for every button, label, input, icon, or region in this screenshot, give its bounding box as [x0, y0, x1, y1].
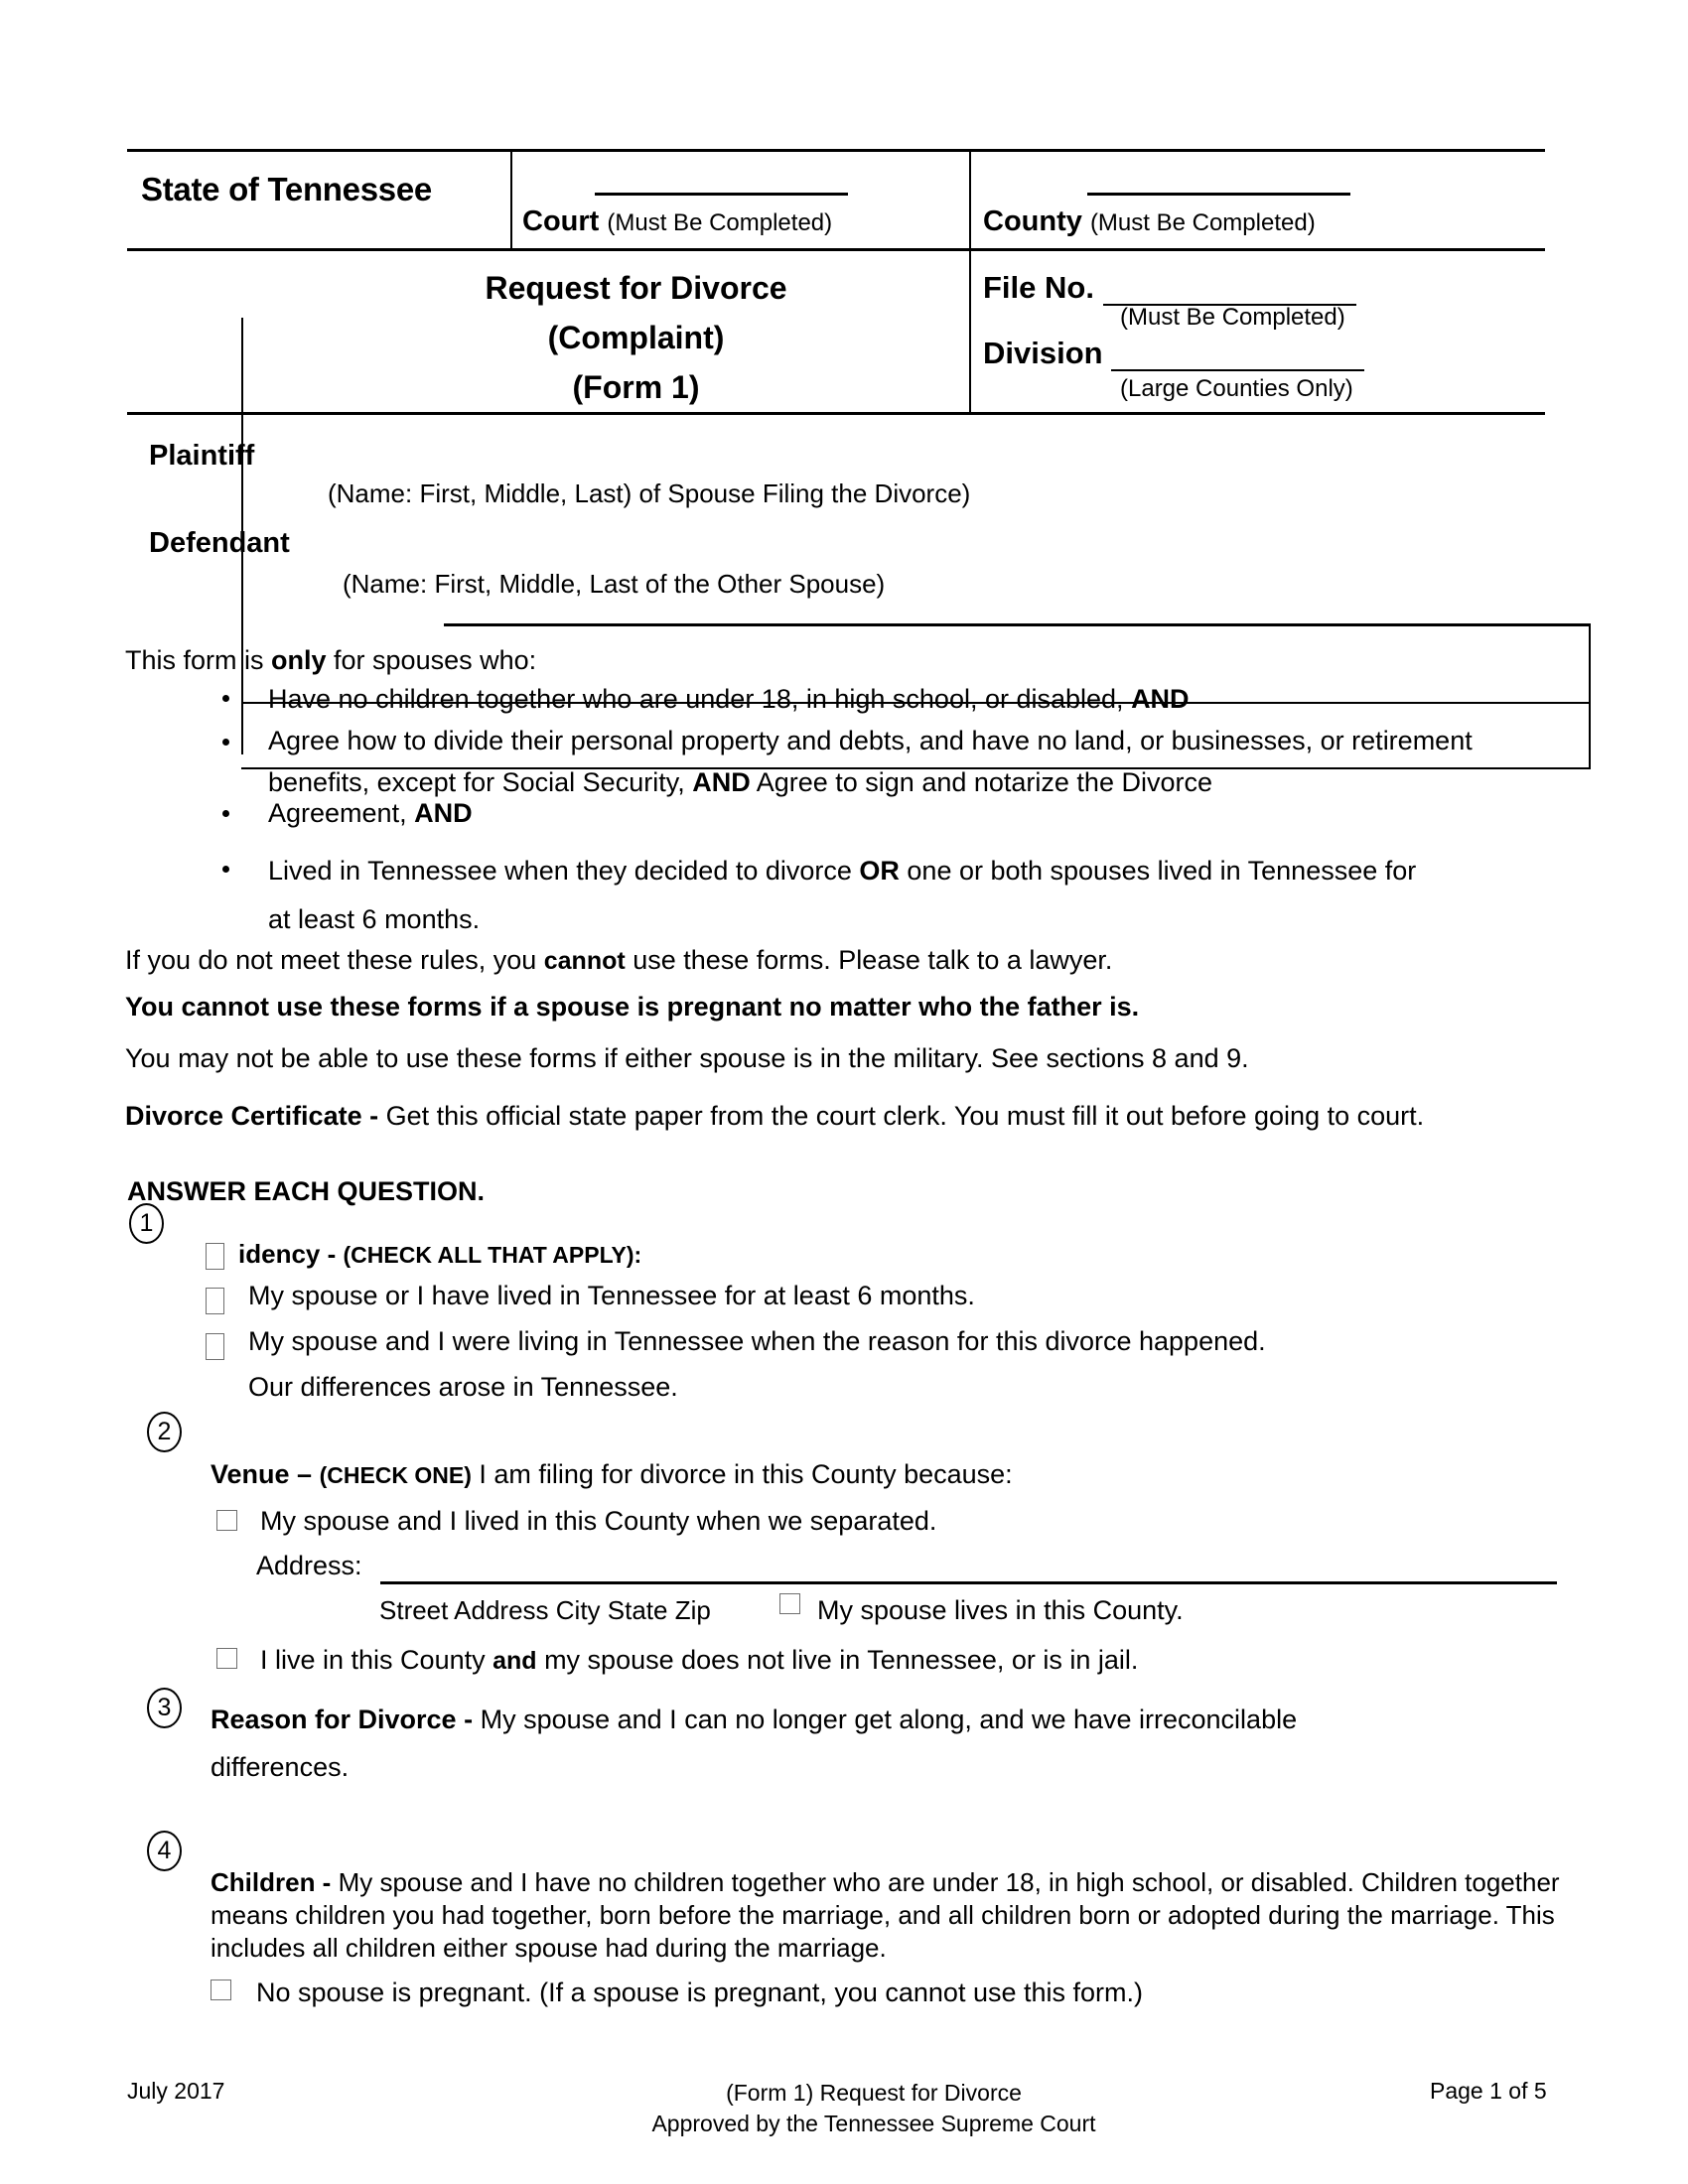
venue-checkbox-2[interactable] — [779, 1593, 800, 1614]
question-number-2: 2 — [147, 1412, 182, 1452]
eligibility-bullet-2-and: AND — [692, 767, 751, 797]
division-label: Division — [983, 336, 1103, 370]
file-number-note: (Must Be Completed) — [1120, 304, 1345, 331]
division-row — [983, 336, 1364, 371]
county-label: County — [983, 205, 1082, 237]
county-field-cell — [983, 205, 1316, 238]
footer-center — [556, 2078, 1192, 2139]
venue-label: Venue – — [211, 1459, 320, 1489]
notice-line-2: You cannot use these forms if a spouse is pregnant no matter who the father is. — [125, 992, 1140, 1022]
bullet-marker — [222, 810, 229, 817]
file-number-label: File No. — [983, 270, 1094, 305]
pregnancy-checkbox[interactable] — [211, 1979, 231, 2000]
residency-option-3: Our differences arose in Tennessee. — [248, 1372, 678, 1402]
eligibility-bullet-3-and: AND — [414, 798, 473, 828]
residency-checkbox-heading[interactable] — [206, 1243, 224, 1270]
eligibility-bullet-2-text: Agree how to divide their personal property and debts, and have no land, or businesses, or retirement benefits, except for Social Security, — [268, 726, 1473, 797]
residency-check-note: (CHECK ALL THAT APPLY): — [343, 1242, 642, 1268]
notice-1-post: use these forms. Please talk to a lawyer. — [625, 945, 1113, 975]
stray-rule-upper — [444, 623, 1591, 626]
eligibility-intro-post: for spouses who: — [326, 645, 537, 675]
notice-1-pre: If you do not meet these rules, you — [125, 945, 544, 975]
divorce-certificate-label: Divorce Certificate - — [125, 1101, 386, 1131]
footer-center-line-2: Approved by the Tennessee Supreme Court — [651, 2111, 1096, 2136]
venue-heading — [211, 1459, 1013, 1490]
file-number-row — [983, 270, 1356, 306]
eligibility-bullet-1-and: AND — [1131, 684, 1190, 714]
venue-option-3-and: and — [492, 1647, 537, 1675]
bullet-marker — [222, 866, 229, 873]
venue-option-3-pre: I live in this County — [260, 1645, 493, 1675]
venue-check-note: (CHECK ONE) — [319, 1462, 472, 1488]
eligibility-bullet-4 — [268, 847, 1420, 944]
plaintiff-label: Plaintiff — [149, 440, 255, 472]
header-rule-top — [127, 149, 1545, 152]
header-divider-2 — [969, 151, 971, 249]
question-number-3: 3 — [147, 1688, 182, 1728]
plaintiff-name-hint: (Name: First, Middle, Last) of Spouse Filing the Divorce) — [328, 478, 971, 508]
venue-address-input-line[interactable] — [380, 1581, 1557, 1584]
reason-for-divorce-text: My spouse and I can no longer get along, and we have irreconcilable differences. — [211, 1705, 1298, 1782]
pregnancy-option: No spouse is pregnant. (If a spouse is pregnant, you cannot use this form.) — [256, 1978, 1143, 2007]
county-write-in-rule[interactable] — [1087, 193, 1350, 196]
form-header-table — [127, 149, 1545, 415]
defendant-name-hint: (Name: First, Middle, Last of the Other Spouse) — [343, 569, 886, 599]
header-divider-3 — [969, 249, 971, 413]
eligibility-bullet-3 — [268, 791, 1460, 835]
state-of-tennessee-label: State of Tennessee — [141, 171, 432, 207]
answer-each-question-heading: ANSWER EACH QUESTION. — [127, 1176, 486, 1206]
county-note: (Must Be Completed) — [1089, 209, 1316, 236]
venue-option-3 — [260, 1638, 1501, 1683]
residency-option-1: My spouse or I have lived in Tennessee for at least 6 months. — [248, 1281, 975, 1310]
notice-line-3: You may not be able to use these forms if either spouse is in the military. See sections 8 and 9. — [125, 1043, 1249, 1073]
venue-option-2: My spouse lives in this County. — [817, 1595, 1184, 1625]
file-number-input-line[interactable] — [1103, 278, 1356, 306]
court-label: Court — [522, 205, 600, 237]
residency-heading — [238, 1239, 641, 1270]
form-title-line-3: (Form 1) — [572, 369, 700, 405]
question-number-1: 1 — [129, 1203, 164, 1244]
divorce-certificate-note — [125, 1092, 1436, 1140]
stray-rule-right-edge — [1589, 623, 1591, 769]
venue-address-hint: Street Address City State Zip — [379, 1595, 711, 1625]
eligibility-intro-pre: This form is — [125, 645, 272, 675]
question-number-4: 4 — [147, 1831, 182, 1871]
division-note: (Large Counties Only) — [1120, 375, 1353, 402]
eligibility-intro-only: only — [271, 645, 327, 675]
bullet-marker — [222, 695, 229, 702]
eligibility-bullet-4-text: Lived in Tennessee when they decided to divorce — [268, 856, 860, 886]
header-rule-middle — [127, 248, 1545, 251]
header-rule-bottom — [127, 412, 1545, 415]
defendant-label: Defendant — [149, 527, 290, 559]
reason-for-divorce-label: Reason for Divorce - — [211, 1705, 481, 1734]
eligibility-bullet-4-tail: one or both spouses lived in Tennessee for at least 6 months. — [268, 856, 1417, 934]
bullet-marker — [222, 739, 229, 746]
footer-page-number: Page 1 of 5 — [1430, 2078, 1547, 2104]
venue-heading-rest: I am filing for divorce in this County because: — [471, 1459, 1013, 1489]
venue-checkbox-1[interactable] — [216, 1510, 237, 1531]
children-block — [211, 1866, 1591, 1965]
form-title-line-2: (Complaint) — [547, 320, 725, 355]
residency-checkbox-1[interactable] — [206, 1288, 224, 1314]
court-field-cell — [522, 205, 832, 238]
children-text: My spouse and I have no children together who are under 18, in high school, or disabled. Children together means children you had together, born before the marriage, and all children born or adopted during the marriage. This includes all children either spouse had during the marriage. — [211, 1867, 1560, 1963]
residency-label: idency - — [238, 1239, 344, 1269]
form-title-line-1: Request for Divorce — [485, 270, 787, 306]
eligibility-intro — [125, 638, 1118, 682]
children-label: Children - — [211, 1867, 339, 1897]
notice-line-1 — [125, 938, 1416, 983]
residency-checkbox-2[interactable] — [206, 1333, 224, 1360]
form-title-block — [316, 263, 956, 412]
eligibility-bullet-2-tail: Agree to sign and notarize the Divorce — [750, 767, 1212, 797]
division-input-line[interactable] — [1111, 343, 1364, 371]
eligibility-bullet-4-or: OR — [859, 856, 900, 886]
residency-option-2: My spouse and I were living in Tennessee when the reason for this divorce happened. — [248, 1326, 1266, 1356]
header-divider-1 — [510, 151, 512, 249]
venue-option-1: My spouse and I lived in this County when we separated. — [260, 1506, 937, 1536]
footer-center-line-1: (Form 1) Request for Divorce — [726, 2080, 1022, 2106]
footer-date: July 2017 — [127, 2078, 225, 2104]
venue-address-label: Address: — [256, 1551, 362, 1580]
court-note: (Must Be Completed) — [607, 209, 833, 236]
reason-for-divorce-block — [211, 1696, 1422, 1791]
divorce-certificate-text: Get this official state paper from the court clerk. You must fill it out before going to court. — [385, 1101, 1425, 1131]
notice-1-cannot: cannot — [543, 947, 626, 975]
eligibility-bullet-1-text: Have no children together who are under 18, in high school, or disabled, — [268, 684, 1132, 714]
court-write-in-rule[interactable] — [595, 193, 848, 196]
eligibility-bullet-1 — [268, 677, 1460, 721]
eligibility-bullet-3-text: Agreement, — [268, 798, 415, 828]
venue-option-3-post: my spouse does not live in Tennessee, or is in jail. — [536, 1645, 1139, 1675]
venue-checkbox-3[interactable] — [216, 1648, 237, 1669]
